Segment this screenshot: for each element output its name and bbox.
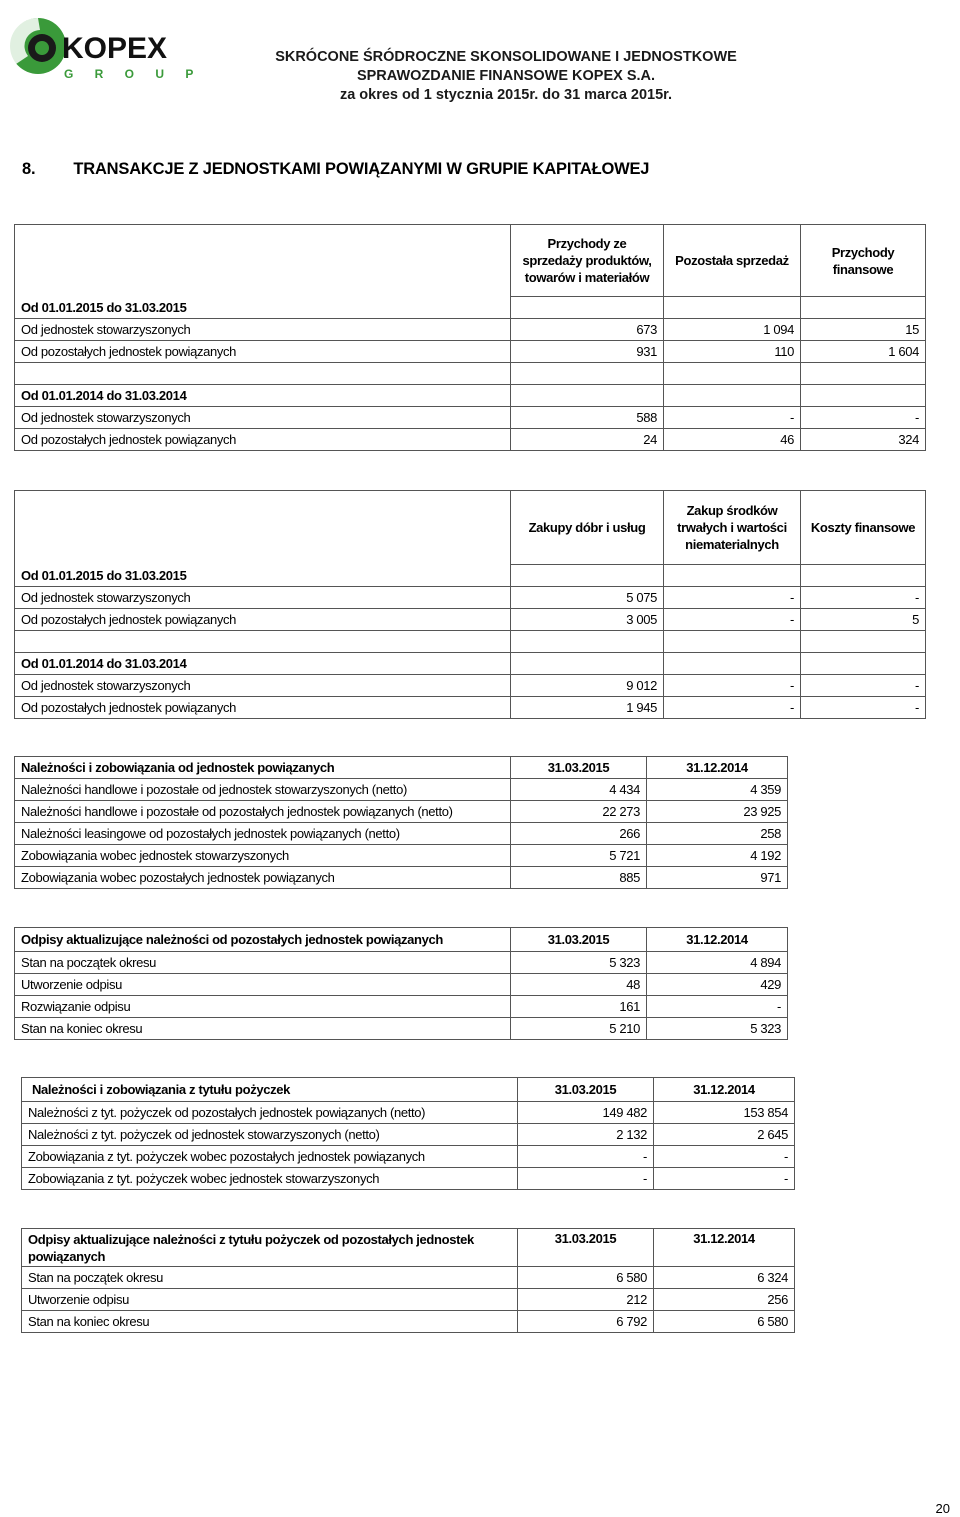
table-row: Od jednostek stowarzyszonych 588 - -	[15, 407, 926, 429]
table-row: Od jednostek stowarzyszonych 673 1 094 15	[15, 319, 926, 341]
table-row: Od pozostałych jednostek powiązanych 931 110 1 604	[15, 341, 926, 363]
header-line-2: SPRAWOZDANIE FINANSOWE KOPEX S.A.	[356, 68, 656, 84]
section-heading: TRANSAKCJE Z JEDNOSTKAMI POWIĄZANYMI W GRUPIE KAPITAŁOWEJ	[73, 160, 650, 178]
col-header: Zakupy dóbr i usług	[511, 491, 664, 565]
logo-subtext: G R O U P	[64, 67, 203, 81]
table-row: Zobowiązania z tyt. pożyczek wobec jednostek stowarzyszonych - -	[22, 1168, 795, 1190]
table-row: Należności handlowe i pozostałe od jednostek stowarzyszonych (netto) 4 434 4 359	[15, 779, 788, 801]
table-row: Należności handlowe i pozostałe od pozostałych jednostek powiązanych (netto) 22 273 23 925	[15, 801, 788, 823]
col-header: Koszty finansowe	[801, 491, 926, 565]
table-header-row: Odpisy aktualizujące należności z tytułu pożyczek od pozostałych jednostek powiązanych 31.03.2015 31.12.2014	[22, 1229, 795, 1267]
col-header: Zakup środków trwałych i wartości niematerialnych	[664, 491, 801, 565]
table-title: Odpisy aktualizujące należności z tytułu pożyczek od pozostałych jednostek powiązanych	[22, 1229, 518, 1267]
table-row: Należności z tyt. pożyczek od jednostek stowarzyszonych (netto) 2 132 2 645	[22, 1124, 795, 1146]
table-row: Utworzenie odpisu 212 256	[22, 1289, 795, 1311]
loan-writedowns-table	[21, 1228, 795, 1333]
table-row: Stan na koniec okresu 5 210 5 323	[15, 1018, 788, 1040]
blank-row	[15, 631, 926, 653]
table-title: Odpisy aktualizujące należności od pozostałych jednostek powiązanych	[15, 928, 511, 952]
period-row	[15, 653, 926, 675]
period-label: Od 01.01.2015 do 31.03.2015	[15, 297, 511, 319]
table-row: Należności z tyt. pożyczek od pozostałych jednostek powiązanych (netto) 149 482 153 854	[22, 1102, 795, 1124]
table-header-row	[15, 491, 926, 565]
table-row: Stan na początek okresu 6 580 6 324	[22, 1267, 795, 1289]
header-line-3: za okres od 1 stycznia 2015r. do 31 marca 2015r.	[339, 87, 673, 103]
kopex-logo	[6, 6, 206, 86]
period-row	[15, 385, 926, 407]
blank-row	[15, 363, 926, 385]
table-row: Od pozostałych jednostek powiązanych 1 945 - -	[15, 697, 926, 719]
table-row: Od pozostałych jednostek powiązanych 3 005 - 5	[15, 609, 926, 631]
period-row	[15, 297, 926, 319]
table-title: Należności i zobowiązania od jednostek powiązanych	[15, 757, 511, 779]
logo-mark-icon	[9, 18, 66, 74]
table-row: Zobowiązania wobec jednostek stowarzyszonych 5 721 4 192	[15, 845, 788, 867]
period-label: Od 01.01.2015 do 31.03.2015	[15, 565, 511, 587]
page-number: 20	[935, 1501, 950, 1516]
period-label: Od 01.01.2014 do 31.03.2014	[15, 653, 511, 675]
table-row: Zobowiązania z tyt. pożyczek wobec pozostałych jednostek powiązanych - -	[22, 1146, 795, 1168]
table-header-row: Należności i zobowiązania od jednostek powiązanych 31.03.2015 31.12.2014	[15, 757, 788, 779]
report-header	[236, 48, 776, 105]
table-row: Od pozostałych jednostek powiązanych 24 46 324	[15, 429, 926, 451]
table-row: Od jednostek stowarzyszonych 5 075 - -	[15, 587, 926, 609]
table-header-row: Odpisy aktualizujące należności od pozostałych jednostek powiązanych 31.03.2015 31.12.2014	[15, 928, 788, 952]
col-header: Przychody finansowe	[801, 225, 926, 297]
purchases-table	[14, 490, 926, 719]
section-number: 8.	[22, 160, 36, 178]
table-row: Rozwiązanie odpisu 161 -	[15, 996, 788, 1018]
period-label: Od 01.01.2014 do 31.03.2014	[15, 385, 511, 407]
table-header-row: Należności i zobowiązania z tytułu pożyczek 31.03.2015 31.12.2014	[22, 1078, 795, 1102]
section-title	[22, 160, 649, 179]
logo-text: KOPEX	[62, 32, 168, 65]
col-header: Przychody ze sprzedaży produktów, towarów i materiałów	[511, 225, 664, 297]
table-row: Zobowiązania wobec pozostałych jednostek powiązanych 885 971	[15, 867, 788, 889]
writedowns-table	[14, 927, 788, 1040]
table-title: Należności i zobowiązania z tytułu pożyczek	[22, 1078, 518, 1102]
period-row	[15, 565, 926, 587]
table-row: Utworzenie odpisu 48 429	[15, 974, 788, 996]
table-row: Stan na początek okresu 5 323 4 894	[15, 952, 788, 974]
receivables-table	[14, 756, 788, 889]
table-header-row	[15, 225, 926, 297]
header-line-1: SKRÓCONE ŚRÓDROCZNE SKONSOLIDOWANE I JEDNOSTKOWE	[275, 49, 737, 65]
table-row: Należności leasingowe od pozostałych jednostek powiązanych (netto) 266 258	[15, 823, 788, 845]
sales-table	[14, 224, 926, 451]
table-row: Stan na koniec okresu 6 792 6 580	[22, 1311, 795, 1333]
col-header: Pozostała sprzedaż	[664, 225, 801, 297]
loans-table	[21, 1077, 795, 1190]
table-row: Od jednostek stowarzyszonych 9 012 - -	[15, 675, 926, 697]
